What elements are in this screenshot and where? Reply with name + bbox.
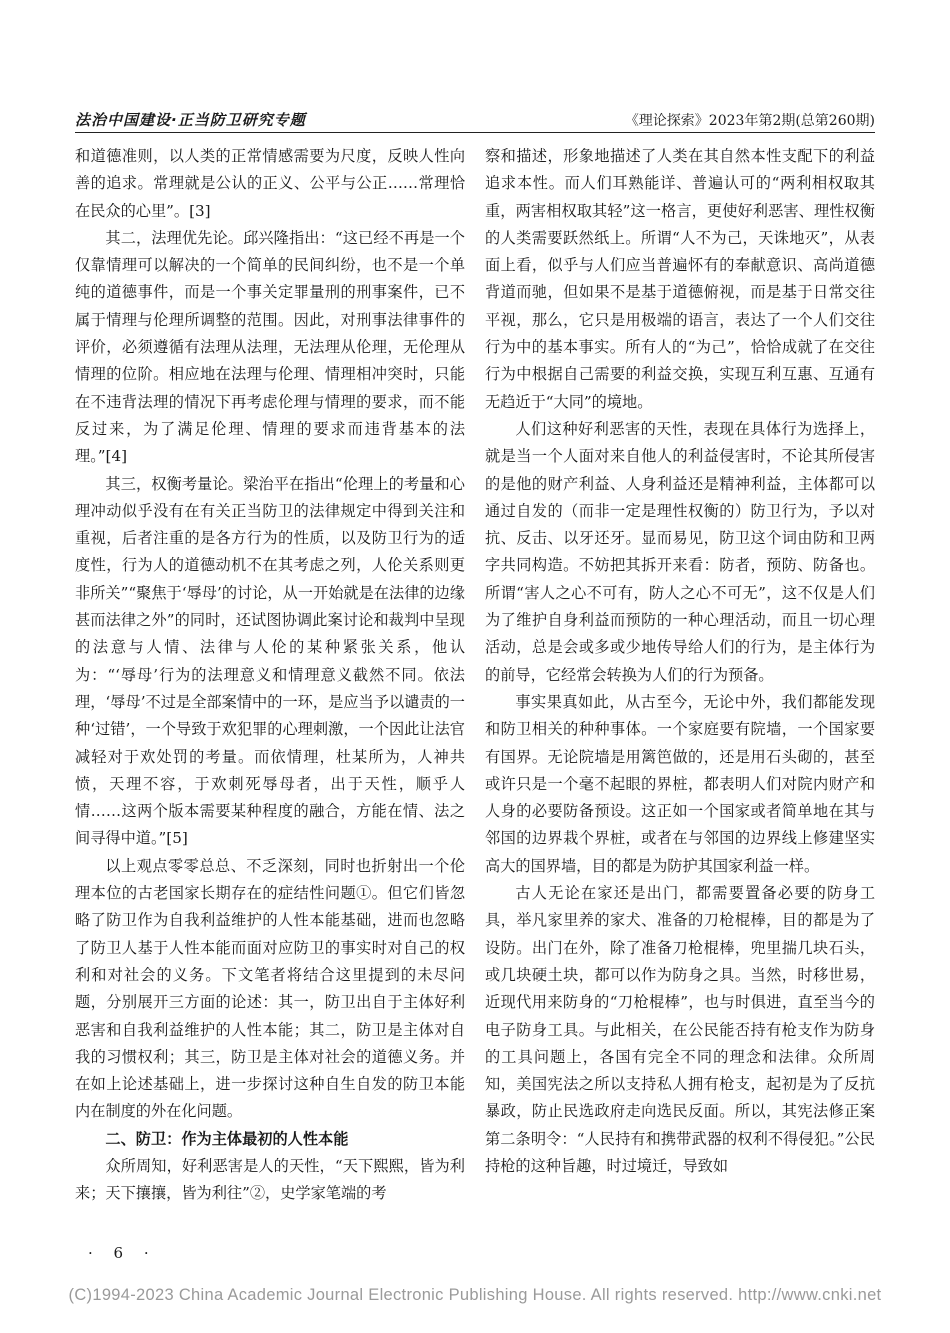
left-column xyxy=(75,143,465,1208)
paragraph: 事实果真如此，从古至今，无论中外，我们都能发现和防卫相关的种种事体。一个家庭要有院墙，一个国家要有国界。无论院墙是用篱笆做的，还是用石头砌的，甚至或许只是一个毫不起眼的界桩，都表明人们对院内财产和人身的必要防备预设。这正如一个国家或者简单地在其与邻国的边界栽个界桩，或者在与邻国的边界线上修建坚实高大的国界墙，目的都是为防护其国家利益一样。 xyxy=(485,692,875,875)
paragraph: 众所周知，好利恶害是人的天性，“天下熙熙，皆为利来；天下攘攘，皆为利往”②，史学家笔端的考 xyxy=(75,1156,465,1203)
section-heading: 二、防卫：作为主体最初的人性本能 xyxy=(105,1129,349,1148)
copyright-footer: (C)1994-2023 China Academic Journal Electronic Publishing House. All rights reserved. http://www.cnki.net xyxy=(68,1286,882,1304)
running-header xyxy=(75,106,875,133)
page-number: · 6 · xyxy=(88,1244,157,1262)
paragraph: 古人无论在家还是出门，都需要置备必要的防身工具，举凡家里养的家犬、准备的刀枪棍棒，目的都是为了设防。出门在外，除了准备刀枪棍棒，兜里揣几块石头，或几块硬土块，都可以作为防身之具。当然，时移世易，近现代用来防身的“刀枪棍棒”，也与时俱进，直至当今的电子防身工具。与此相关，在公民能否持有枪支作为防身的工具问题上，各国有完全不同的理念和法律。众所周知，美国宪法之所以支持私人拥有枪支，起初是为了反抗暴政，防止民选政府走向选民反面。所以，其宪法修正案第二条明令：“人民持有和携带武器的权利不得侵犯。”公民持枪的这种旨趣，时过境迁，导致如 xyxy=(485,884,875,1175)
section-title: 法治中国建设·正当防卫研究专题 xyxy=(75,111,306,129)
paragraph: 以上观点零零总总、不乏深刻，同时也折射出一个伦理本位的古老国家长期存在的症结性问题①。但它们皆忽略了防卫作为自我利益维护的人性本能基础，进而也忽略了防卫人基于人性本能而面对应防卫的事实时对自己的权利和对社会的义务。下文笔者将结合这里提到的未尽问题，分别展开三方面的论述：其一，防卫出自于主体好利恶害和自我利益维护的人性本能；其二，防卫是主体对自我的习惯权利；其三，防卫是主体对社会的道德义务。并在如上论述基础上，进一步探讨这种自生自发的防卫本能内在制度的外在化问题。 xyxy=(75,856,465,1121)
paragraph: 和道德准则，以人类的正常情感需要为尺度，反映人性向善的追求。常理就是公认的正义、公平与公正……常理恰在民众的心里”。[3] xyxy=(75,147,465,220)
paragraph: 察和描述，形象地描述了人类在其自然本性支配下的利益追求本性。而人们耳熟能详、普遍认可的“两利相权取其重，两害相权取其轻”这一格言，更使好利恶害、理性权衡的人类需要跃然纸上。所谓“人不为己，天诛地灭”，从表面上看，似乎与人们应当普遍怀有的奉献意识、高尚道德背道而驰，但如果不是基于道德俯视，而是基于日常交往平视，那么，它只是用极端的语言，表达了一个人们交往行为中的基本事实。所有人的“为己”，恰恰成就了在交往行为中根据自己需要的利益交换，实现互利互惠、互通有无趋近于“大同”的境地。 xyxy=(485,147,875,411)
paragraph: 人们这种好利恶害的天性，表现在具体行为选择上，就是当一个人面对来自他人的利益侵害时，不论其所侵害的是他的财产利益、人身利益还是精神利益，主体都可以通过自发的（而非一定是理性权衡的）防卫行为，予以对抗、反击、以牙还牙。显而易见，防卫这个词由防和卫两字共同构造。不妨把其拆开来看：防者，预防、防备也。所谓“害人之心不可有，防人之心不可无”，这不仅是人们为了维护自身利益而预防的一种心理活动，而且一切心理活动，总是会或多或少地传导给人们的行为，是主体行为的前导，它经常会转换为人们的行为预备。 xyxy=(485,419,875,684)
paragraph: 其三，权衡考量论。梁治平在指出“伦理上的考量和心理冲动似乎没有在有关正当防卫的法律规定中得到关注和重视，后者注重的是各方行为的性质，以及防卫行为的适度性，行为人的道德动机不在其考虑之列，人伦关系则更非所关”“聚焦于‘辱母’的讨论，从一开始就是在法律的边缘甚而法律之外”的同时，还试图协调此案讨论和裁判中呈现的法意与人情、法律与人伦的某种紧张关系，他认为：“‘辱母’行为的法理意义和情理意义截然不同。依法理，‘辱母’不过是全部案情中的一环，是应当予以谴责的一种‘过错’，一个导致于欢犯罪的心理刺激，一个因此让法官减轻对于欢处罚的考量。而依情理，杜某所为，人神共愤，天理不容，于欢刺死辱母者，出于天性，顺乎人情……这两个版本需要某种程度的融合，方能在情、法之间寻得中道。”[5] xyxy=(75,474,465,848)
right-column xyxy=(485,143,875,1180)
journal-issue: 《理论探索》2023年第2期(总第260期) xyxy=(624,113,875,129)
paragraph: 其二，法理优先论。邱兴隆指出：“这已经不再是一个仅靠情理可以解决的一个简单的民间纠纷，也不是一个单纯的道德事件，而是一个事关定罪量刑的刑事案件，已不属于情理与伦理所调整的范围。因此，对刑事法律事件的评价，必须遵循有法理从法理，无法理从伦理，无伦理从情理的位阶。相应地在法理与伦理、情理相冲突时，只能在不违背法理的情况下再考虑伦理与情理的要求，而不能反过来，为了满足伦理、情理的要求而违背基本的法理。”[4] xyxy=(75,228,465,466)
